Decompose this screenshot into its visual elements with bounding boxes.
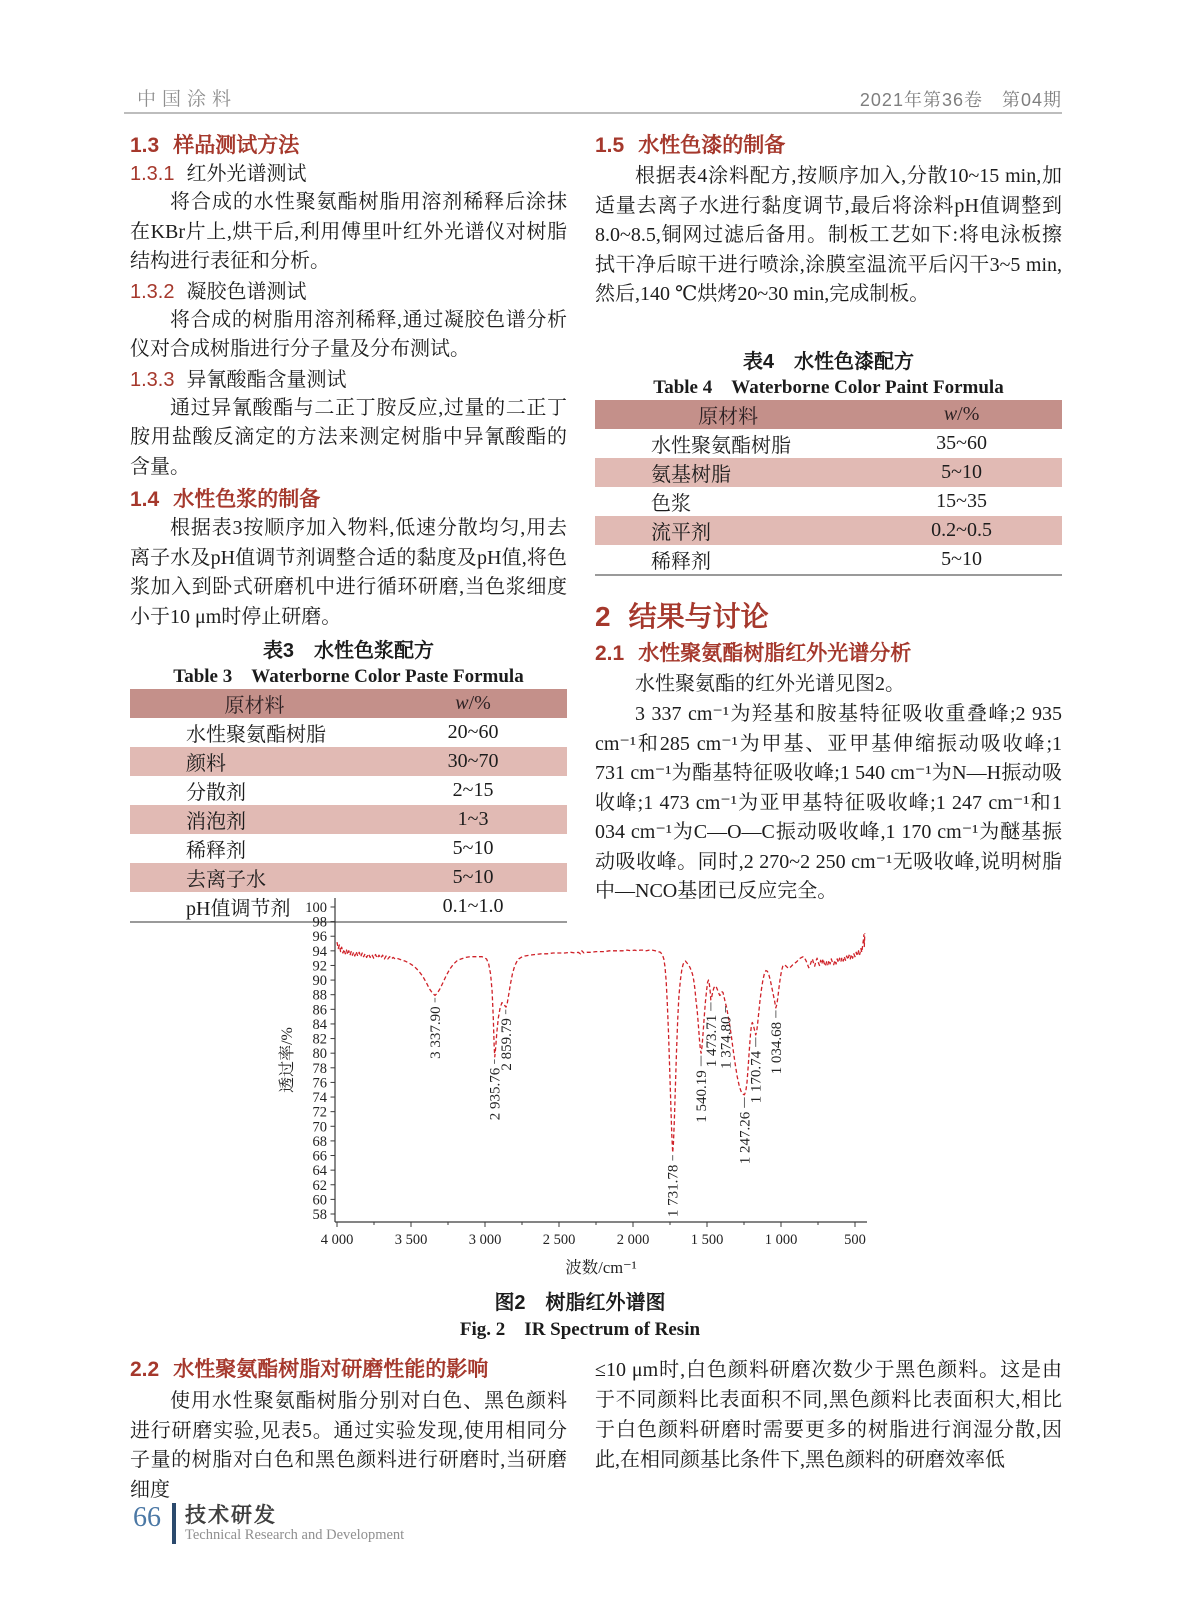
- section-number: 2.2: [130, 1358, 160, 1381]
- section-heading-1-3-2: [130, 279, 567, 305]
- value-cell: 35~60: [936, 431, 987, 454]
- y-tick-label: 72: [312, 1104, 327, 1121]
- section-title: 水性色浆的制备: [173, 488, 321, 511]
- y-tick-label: 96: [312, 929, 327, 946]
- y-tick-label: 98: [312, 914, 327, 931]
- x-axis-title: 波数/cm⁻¹: [565, 1258, 637, 1277]
- ir-spectrum-figure: [270, 880, 890, 1290]
- material-cell: 颜料: [186, 753, 226, 775]
- peak-label: 1 540.19: [694, 1070, 711, 1123]
- value-cell: 0.1~1.0: [442, 895, 504, 917]
- section-number: 2.1: [595, 641, 625, 665]
- section-title: 水性色漆的制备: [638, 134, 786, 157]
- table4: [595, 400, 1062, 576]
- x-tick-label: 2 000: [616, 1232, 650, 1248]
- peak-label: 1 374.80: [718, 1016, 735, 1069]
- material-cell: 分散剂: [186, 782, 246, 804]
- y-tick-label: 60: [312, 1192, 327, 1209]
- ir-spectrum-svg: [270, 880, 890, 1290]
- material-cell: pH值调节剂: [186, 898, 291, 920]
- paragraph-2-2-right: ≤10 μm时,白色颜料研磨次数少于黑色颜料。这是由于不同颜料比表面积不同,黑色颜料比表面积大,相比于白色颜料研磨时需要更多的树脂进行润湿分散,因此,在相同颜基比条件下,黑色颜料的研磨效率低: [595, 1359, 1062, 1471]
- value-cell: 5~10: [452, 837, 494, 859]
- table-row: [130, 718, 567, 747]
- section-heading-1-3: [130, 132, 567, 159]
- table4-col-material: 原材料: [595, 400, 861, 429]
- section-heading-1-5: [595, 132, 1062, 159]
- y-axis-title: 透过率/%: [279, 1027, 296, 1093]
- section-heading-1-4: [130, 486, 567, 513]
- x-tick-label: 500: [844, 1232, 866, 1248]
- footer-column-en: Technical Research and Development: [185, 1527, 405, 1543]
- y-tick-label: 82: [312, 1031, 327, 1048]
- paragraph-2-1-a: 水性聚氨酯的红外光谱见图2。: [635, 672, 905, 695]
- material-cell: 水性聚氨酯树脂: [186, 724, 326, 746]
- table-row: [595, 458, 1062, 487]
- table3-caption-cn: 表3 水性色浆配方: [262, 640, 435, 662]
- section-number: 2: [595, 600, 611, 632]
- table-row: [130, 776, 567, 805]
- section-number: 1.3: [130, 134, 160, 157]
- value-cell: 20~60: [447, 721, 499, 743]
- y-tick-label: 58: [312, 1207, 327, 1223]
- paragraph-1-4: 根据表3按顺序加入物料,低速分散均匀,用去离子水及pH值调节剂调整合适的黏度及pH值,将色浆加入到卧式研磨机中进行循环研磨,当色浆细度小于10 μm时停止研磨。: [130, 517, 567, 628]
- section-heading-2: [595, 598, 1062, 636]
- peak-label: 1 731.78: [665, 1164, 682, 1218]
- section-title: 样品测试方法: [173, 134, 300, 157]
- y-tick-label: 86: [312, 1002, 327, 1019]
- ir-curve: [337, 933, 865, 1152]
- value-cell: 15~35: [936, 489, 987, 512]
- section-number: 1.3.3: [130, 368, 175, 391]
- table4-col-percent: [861, 400, 1062, 429]
- y-tick-label: 78: [312, 1060, 327, 1077]
- section-title: 水性聚氨酯树脂对研磨性能的影响: [173, 1358, 489, 1381]
- y-tick-label: 84: [312, 1016, 327, 1033]
- bottom-left-column: [130, 1352, 567, 1505]
- table-row: [130, 834, 567, 863]
- x-tick-label: 3 000: [468, 1232, 502, 1248]
- y-tick-label: 94: [312, 943, 327, 960]
- right-column: [595, 128, 1062, 907]
- footer-divider-bar: [172, 1503, 176, 1544]
- section-number: 1.3.1: [130, 163, 175, 185]
- paragraph-1-3-2: 将合成的树脂用溶剂稀释,通过凝胶色谱分析仪对合成树脂进行分子量及分布测试。: [130, 308, 567, 360]
- section-title: 凝胶色谱测试: [186, 280, 307, 303]
- peak-label: 2 859.79: [498, 1018, 515, 1071]
- y-tick-label: 66: [312, 1148, 327, 1165]
- peak-label: 1 473.71: [703, 1014, 720, 1068]
- table-header-row: [130, 689, 567, 718]
- x-tick-label: 4 000: [320, 1232, 354, 1248]
- paragraph-2-2-left: 使用水性聚氨酯树脂分别对白色、黑色颜料进行研磨实验,见表5。通过实验发现,使用相同分子量的树脂对白色和黑色颜料进行研磨时,当研磨细度: [130, 1390, 567, 1501]
- y-tick-label: 88: [312, 987, 327, 1004]
- table-row: [595, 516, 1062, 545]
- table4-caption-en: Table 4 Waterborne Color Paint Formula: [653, 376, 1004, 398]
- y-tick-label: 90: [312, 973, 327, 990]
- figure2-caption-cn: 图2 树脂红外谱图: [494, 1292, 666, 1314]
- section-number: 1.3.2: [130, 280, 175, 303]
- page-number: 66: [133, 1502, 161, 1533]
- peak-label: 3 337.90: [428, 1006, 444, 1059]
- x-tick-label: 1 500: [690, 1232, 724, 1248]
- section-number: 1.5: [595, 134, 625, 157]
- material-cell: 稀释剂: [186, 840, 246, 862]
- table3-col-percent: [379, 689, 567, 718]
- peak-label: 1 247.26: [737, 1111, 754, 1165]
- material-cell: 消泡剂: [186, 811, 246, 833]
- paragraph-1-3-3: 通过异氰酸酯与二正丁胺反应,过量的二正丁胺用盐酸反滴定的方法来测定树脂中异氰酸酯的含量。: [130, 396, 567, 478]
- y-tick-label: 76: [312, 1075, 327, 1092]
- value-cell: 0.2~0.5: [931, 518, 992, 541]
- value-cell: 1~3: [457, 808, 489, 830]
- table3-col-material: 原材料: [130, 689, 379, 718]
- paragraph-1-3-1: 将合成的水性聚氨酯树脂用溶剂稀释后涂抹在KBr片上,烘干后,利用傅里叶红外光谱仪对树脂结构进行表征和分析。: [130, 191, 567, 272]
- peak-label: 1 034.68: [768, 1021, 785, 1075]
- section-heading-2-2: [130, 1356, 567, 1383]
- section-heading-2-1: [595, 640, 1062, 667]
- table3-caption-en: Table 3 Waterborne Color Paste Formula: [173, 666, 524, 687]
- table-row: [595, 487, 1062, 516]
- value-cell: 5~10: [941, 547, 982, 570]
- section-title: 异氰酸酯含量测试: [186, 368, 347, 391]
- y-tick-label: 68: [312, 1133, 327, 1150]
- table-row: [595, 429, 1062, 458]
- table-row: [595, 545, 1062, 575]
- section-title: 结果与讨论: [628, 600, 769, 632]
- section-heading-1-3-1: [130, 161, 567, 187]
- section-heading-1-3-3: [130, 367, 567, 393]
- col-percent-unit: /%: [468, 692, 491, 714]
- table-row: [130, 747, 567, 776]
- y-tick-label: 92: [312, 958, 327, 975]
- y-tick-label: 64: [312, 1163, 327, 1180]
- material-cell: 去离子水: [186, 869, 266, 891]
- col-percent-unit: /%: [957, 402, 980, 425]
- y-tick-label: 74: [312, 1090, 327, 1107]
- table4-caption-cn: 表4 水性色漆配方: [742, 350, 915, 373]
- figure2-caption-en: Fig. 2 IR Spectrum of Resin: [459, 1319, 701, 1340]
- footer-column-cn: 技术研发: [185, 1504, 277, 1527]
- value-cell: 5~10: [452, 866, 494, 888]
- table-row: [130, 805, 567, 834]
- value-cell: 5~10: [941, 460, 982, 483]
- x-tick-label: 3 500: [394, 1232, 428, 1248]
- section-title: 水性聚氨酯树脂红外光谱分析: [638, 641, 912, 665]
- material-cell: 色浆: [651, 492, 691, 515]
- material-cell: 水性聚氨酯树脂: [651, 434, 791, 457]
- bottom-right-column: [595, 1354, 1062, 1475]
- journal-name: 中国涂料: [137, 89, 238, 110]
- paragraph-1-5: 根据表4涂料配方,按顺序加入,分散10~15 min,加适量去离子水进行黏度调节,最后将涂料pH值调整到8.0~8.5,铜网过滤后备用。制板工艺如下:将电泳板擦拭干净后晾干进行喷涂,涂膜室温流平后闪干3~5 min,然后,140 ℃烘烤20~30 min,完成制板。: [595, 165, 1062, 305]
- material-cell: 氨基树脂: [651, 463, 731, 486]
- section-title: 红外光谱测试: [186, 163, 307, 185]
- y-tick-label: 80: [312, 1046, 327, 1063]
- issue-info: 2021年第36卷 第04期: [859, 90, 1062, 110]
- x-tick-label: 1 000: [764, 1232, 798, 1248]
- material-cell: 流平剂: [651, 521, 711, 544]
- left-column: [130, 128, 567, 923]
- y-tick-label: 62: [312, 1177, 327, 1194]
- col-percent-symbol: w: [943, 402, 958, 425]
- table-header-row: [595, 400, 1062, 429]
- x-tick-label: 2 500: [542, 1232, 576, 1248]
- peak-label: 1 170.74: [748, 1050, 765, 1104]
- value-cell: 2~15: [452, 779, 494, 801]
- peak-label: 2 935.76: [487, 1067, 504, 1121]
- col-percent-symbol: w: [455, 692, 469, 714]
- y-tick-label: 70: [312, 1119, 327, 1136]
- paragraph-2-1-b: 3 337 cm⁻¹为羟基和胺基特征吸收重叠峰;2 935 cm⁻¹和285 cm⁻¹为甲基、亚甲基伸缩振动吸收峰;1 731 cm⁻¹为酯基特征吸收峰;1 540 cm⁻¹为N—H振动吸收峰;1 473 cm⁻¹为亚甲基特征吸收峰;1 247 cm⁻¹和1 034 cm⁻¹为C—O—C振动吸收峰,1 170 cm⁻¹为醚基振动吸收峰。同时,2 270~2 250 cm⁻¹无吸收峰,说明树脂中—NCO基团已反应完全。: [595, 703, 1062, 902]
- material-cell: 稀释剂: [651, 550, 711, 573]
- y-tick-label: 100: [305, 899, 327, 916]
- value-cell: 30~70: [447, 750, 499, 772]
- section-number: 1.4: [130, 488, 160, 511]
- header-rule: [124, 112, 1062, 114]
